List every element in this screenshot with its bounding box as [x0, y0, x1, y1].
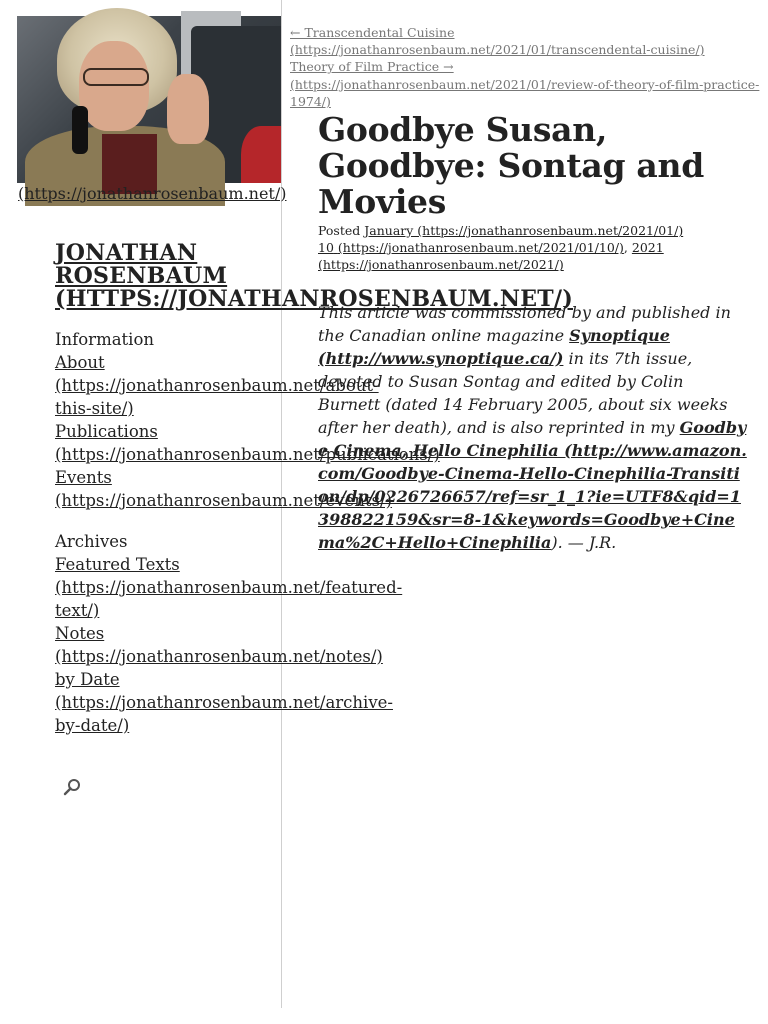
menu-item-notes-label: Notes [55, 624, 105, 643]
post-body [318, 301, 748, 554]
information-heading: Information [55, 330, 155, 349]
day-archive-url: (https://jonathanrosenbaum.net/2021/01/10/) [337, 240, 624, 256]
post-meta [318, 222, 698, 274]
site-title-line1: JONATHAN [55, 240, 198, 266]
next-post-url: (https://jonathanrosenbaum.net/2021/01/review-of-theory-of-film-practice- [290, 76, 760, 92]
author-photo[interactable] [17, 16, 281, 183]
archives-heading: Archives [55, 532, 128, 551]
menu-item-publications-label: Publications [55, 422, 158, 441]
menu-item-about-label: About [55, 353, 105, 372]
body-end: ). — J.R. [551, 533, 617, 552]
menu-item-publications[interactable] [55, 420, 440, 466]
menu-item-featured-texts-url: (https://jonathanrosenbaum.net/featured- [55, 578, 403, 597]
menu-item-by-date-url: (https://jonathanrosenbaum.net/archive- [55, 693, 393, 712]
menu-item-featured-texts[interactable] [55, 553, 403, 622]
search-icon[interactable] [63, 778, 81, 796]
menu-item-by-date[interactable] [55, 668, 393, 737]
synoptique-link[interactable]: Synoptique (http://www.synoptique.ca/) [318, 326, 670, 368]
post-title: Goodbye Susan, Goodbye: Sontag and Movies [318, 110, 704, 221]
day-archive-link[interactable] [318, 240, 624, 255]
month-archive-link[interactable]: January (https://jonathanrosenbaum.net/2021/01/) [364, 223, 684, 238]
posted-label: Posted [318, 223, 361, 238]
meta-separator: , [623, 240, 628, 256]
prev-post-label: ← Transcendental Cuisine [290, 25, 455, 40]
menu-item-notes-url: (https://jonathanrosenbaum.net/notes/) [55, 647, 383, 666]
information-menu [55, 328, 440, 512]
menu-item-publications-url: (https://jonathanrosenbaum.net/publications/) [55, 445, 440, 464]
menu-item-events-label: Events [55, 468, 112, 487]
menu-item-by-date-label: by Date [55, 670, 120, 689]
book-link[interactable]: Goodbye Cinema, Hello Cinephilia (http://www.amazon.com/Goodbye-Cinema-Hello-Cinephilia-Transition/dp/0226726657/ref=sr_1_1?ie=UTF8&qid=1398822159&sr=8-1&keywords=Goodbye+Cinema%2C+Hello+Cinephilia [318, 418, 747, 552]
menu-item-about-url: (https://jonathanrosenbaum.net/about- [55, 376, 379, 395]
day-archive-label: 10 [318, 240, 334, 256]
archives-menu [55, 530, 403, 737]
next-post-link[interactable] [290, 59, 759, 108]
menu-item-featured-texts-url-cont: text/) [55, 601, 100, 620]
year-archive-label: 2021 [631, 240, 664, 256]
next-post-label: Theory of Film Practice → [290, 59, 454, 75]
menu-item-events-url: (https://jonathanrosenbaum.net/events/) [55, 491, 393, 510]
prev-post-link[interactable] [290, 25, 705, 57]
menu-item-by-date-url-cont: by-date/) [55, 716, 130, 735]
year-archive-url: (https://jonathanrosenbaum.net/2021/) [318, 257, 564, 273]
menu-item-featured-texts-label: Featured Texts [55, 555, 180, 574]
menu-item-events[interactable] [55, 466, 393, 512]
site-title-line3: (HTTPS://JONATHANROSENBAUM.NET/) [55, 286, 574, 312]
site-title-line2: ROSENBAUM [55, 263, 228, 289]
body-intro: This article was commissioned by and published in the Canadian online magazine [318, 303, 731, 345]
next-post-url-cont: 1974/) [290, 93, 331, 109]
post-navigation [290, 24, 760, 110]
menu-item-notes[interactable] [55, 622, 383, 668]
menu-item-about[interactable] [55, 351, 379, 420]
main-content [282, 0, 768, 1024]
prev-post-url: (https://jonathanrosenbaum.net/2021/01/transcendental-cuisine/) [290, 42, 705, 58]
body-mid: in its 7th issue, devoted to Susan Sontag and edited by Colin Burnett (dated 14 February 2005, about six weeks after her death), and is also reprinted in my [318, 349, 728, 437]
home-image-link[interactable]: (https://jonathanrosenbaum.net/) [18, 184, 287, 203]
menu-item-about-url-cont: this-site/) [55, 399, 134, 418]
